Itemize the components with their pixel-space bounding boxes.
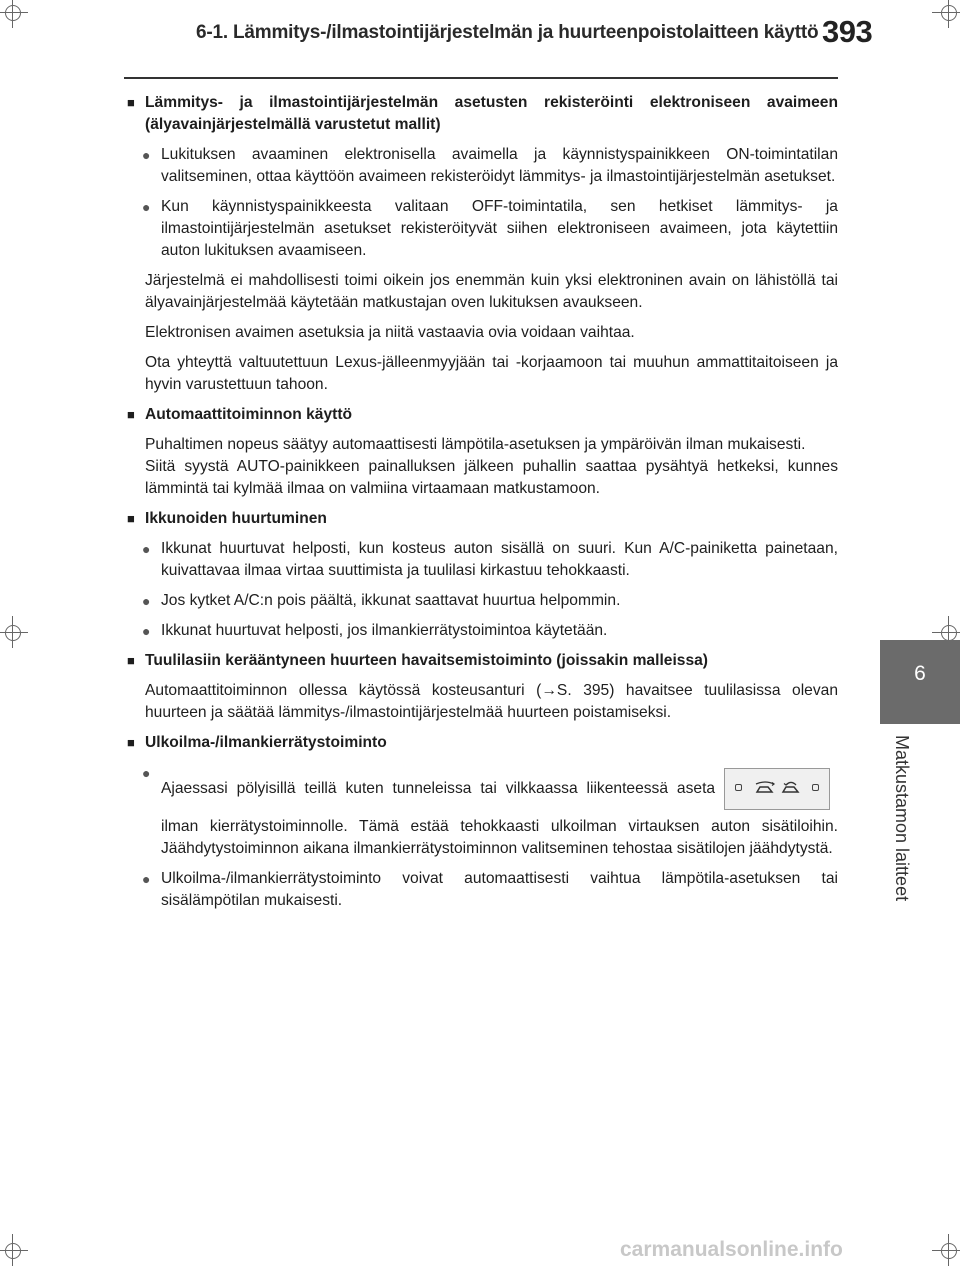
bullet-item: ● Kun käynnistyspainikkeesta valitaan OFF-toimintatila, sen hetkiset lämmitys- ja ilmastointijärjestelmän asetukset rekisteröityvät siihen elektroniseen avaimeen, jota käytettiin auton lukituksen avaamiseen.: [127, 196, 838, 262]
bullet-item: ● Ikkunat huurtuvat helposti, kun kosteus auton sisällä on suuri. Kun A/C-painiketta painetaan, kuivattavaa ilmaa virtaa suuttimista ja tuulilasi kirkastuu tehokkaasti.: [127, 538, 838, 582]
indicator-light-icon: [812, 784, 819, 791]
recirculation-icon: [781, 780, 801, 798]
section-auto-mode: [127, 404, 838, 500]
paragraph: Järjestelmä ei mahdollisesti toimi oikein jos enemmän kuin yksi elektroninen avain on lähistöllä tai älyavainjärjestelmää käytetään matkustajan oven lukituksen avaukseen.: [145, 272, 838, 311]
section-heading: ■ Automaattitoiminnon käyttö: [127, 404, 838, 426]
bullet-item: ● Ulkoilma-/ilmankierrätystoiminto voivat automaattisesti vaihtua lämpötila-asetuksen tai sisälämpötilan mukaisesti.: [127, 868, 838, 912]
section-window-fogging: [127, 508, 838, 642]
air-recirculation-button-icon: [724, 768, 830, 810]
paragraph: Elektronisen avaimen asetuksia ja niitä vastaavia ovia voidaan vaihtaa.: [145, 324, 635, 341]
bullet-item: ● Jos kytket A/C:n pois päältä, ikkunat saattavat huurtua helpommin.: [127, 590, 838, 612]
paragraph: Automaattitoiminnon ollessa käytössä kosteusanturi (→S. 395) havaitsee tuulilasissa olevan huurteen ja säätää lämmitys-/ilmastointijärjestelmää huurteen poistamiseksi.: [145, 682, 838, 721]
paragraph: Puhaltimen nopeus säätyy automaattisesti lämpötila-asetuksen ja ympäröivän ilman mukaisesti.: [145, 436, 806, 453]
paragraph: Ota yhteyttä valtuutettuun Lexus-jälleenmyyjään tai -korjaamoon tai muuhun ammattitaitoiseen ja hyvin varustettuun tahoon.: [145, 354, 838, 393]
header-rule: [124, 77, 838, 79]
bullet-text-after: ilman kierrätystoiminnolle. Tämä estää tehokkaasti ulkoilman virtauksen auton sisätiloihin. Jäähdytystoiminnon aikana ilmankierrätystoiminnon valitseminen tehostaa sisätilojen jäähdytystä.: [161, 818, 838, 857]
chapter-title: Matkustamon laitteet: [892, 735, 912, 902]
bullet-item: ● Lukituksen avaaminen elektronisella avaimella ja käynnistyspainikkeen ON-toimintatilan valitseminen, ottaa käyttöön avaimeen rekisteröidyt lämmitys- ja ilmastointijärjestelmän asetukset.: [127, 144, 838, 188]
section-heading: ■ Ikkunoiden huurtuminen: [127, 508, 838, 530]
outside-air-icon: [755, 780, 775, 798]
bullet-text-before: Ajaessasi pölyisillä teillä kuten tunneleissa tai vilkkaassa liikenteessä aseta: [161, 780, 716, 798]
paragraph: Siitä syystä AUTO-painikkeen painalluksen jälkeen puhallin saattaa pysähtyä hetkeksi, kunnes lämmintä tai kylmää ilmaa on valmiina virtaamaan matkustamoon.: [145, 458, 838, 497]
section-registration: [127, 92, 838, 396]
chapter-label: [890, 735, 912, 915]
bullet-item: [127, 762, 838, 860]
page-number: 393: [822, 14, 873, 49]
section-heading: ■ Lämmitys- ja ilmastointijärjestelmän asetusten rekisteröinti elektroniseen avaimeen (älyavainjärjestelmällä varustetut mallit): [127, 92, 838, 136]
section-recirculation: [127, 732, 838, 912]
section-title: 6-1. Lämmitys-/ilmastointijärjestelmän ja huurteenpoistolaitteen käyttö: [196, 22, 819, 43]
indicator-light-icon: [735, 784, 742, 791]
section-heading: ■ Ulkoilma-/ilmankierrätystoiminto: [127, 732, 838, 754]
section-heading: ■ Tuulilasiin kerääntyneen huurteen havaitsemistoiminto (joissakin malleissa): [127, 650, 838, 672]
bullet-item: ● Ikkunat huurtuvat helposti, jos ilmankierrätystoimintoa käytetään.: [127, 620, 838, 642]
chapter-tab: [880, 640, 960, 724]
section-fog-detection: [127, 650, 838, 724]
chapter-number: 6: [914, 662, 926, 685]
watermark: carmanualsonline.info: [620, 1238, 843, 1261]
page-content: [127, 92, 838, 920]
